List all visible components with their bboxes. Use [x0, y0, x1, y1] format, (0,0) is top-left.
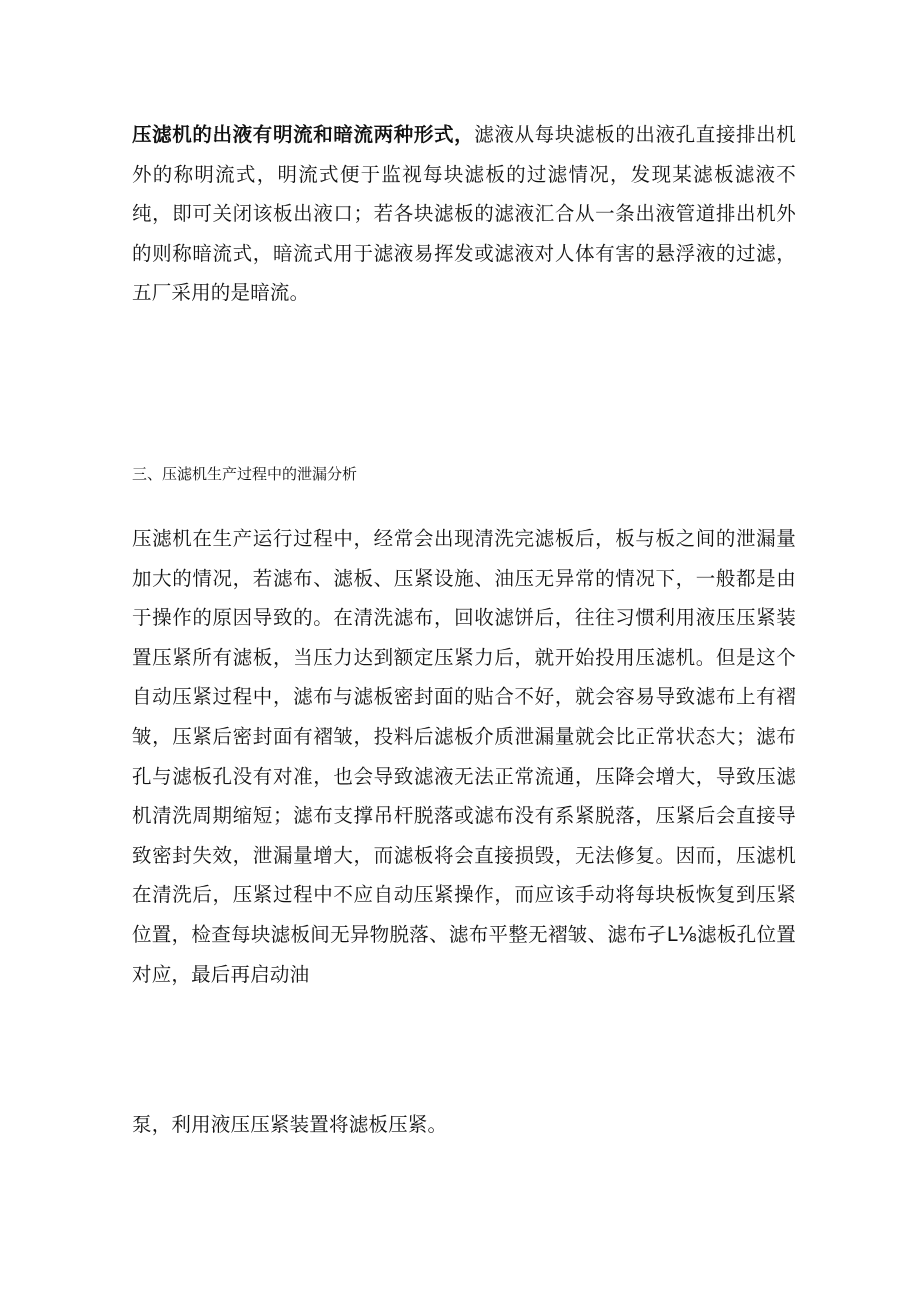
paragraph-output-forms: [132, 115, 796, 313]
paragraph-continuation: 泵，利用液压压紧装置将滤板压紧。: [132, 1113, 448, 1136]
paragraph-body: 滤液从每块滤板的出液孔直接排出机外的称明流式，明流式便于监视每块滤板的过滤情况，发现某滤板滤液不纯，即可关闭该板出液口；若各块滤板的滤液汇合从一条出液管道排出机外的则称暗流式，暗流式用于滤液易挥发或滤液对人体有害的悬浮液的过滤，五厂采用的是暗流。: [132, 123, 796, 305]
section-heading: 三、压滤机生产过程中的泄漏分析: [132, 465, 358, 483]
paragraph-lead-bold: 压滤机的出液有明流和暗流两种形式，: [132, 123, 475, 146]
paragraph-leak-analysis: 压滤机在生产运行过程中，经常会出现清洗完滤板后，板与板之间的泄漏量加大的情况，若滤布、滤板、压紧设施、油压无异常的情况下，一般都是由于操作的原因导致的。在清洗滤布，回收滤饼后，往往习惯利用液压压紧装置压紧所有滤板，当压力达到额定压紧力后，就开始投用压滤机。但是这个自动压紧过程中，滤布与滤板密封面的贴合不好，就会容易导致滤布上有褶皱，压紧后密封面有褶皱，投料后滤板介质泄漏量就会比正常状态大；滤布孔与滤板孔没有对准，也会导致滤液无法正常流通，压降会增大，导致压滤机清洗周期缩短；滤布支撑吊杆脱落或滤布没有系紧脱落，压紧后会直接导致密封失效，泄漏量增大，而滤板将会直接损毁，无法修复。因而，压滤机在清洗后，压紧过程中不应自动压紧操作，而应该手动将每块板恢复到压紧位置，检查每块滤板间无异物脱落、滤布平整无褶皱、滤布孑L⅛滤板孔位置对应，最后再启动油: [132, 527, 796, 986]
